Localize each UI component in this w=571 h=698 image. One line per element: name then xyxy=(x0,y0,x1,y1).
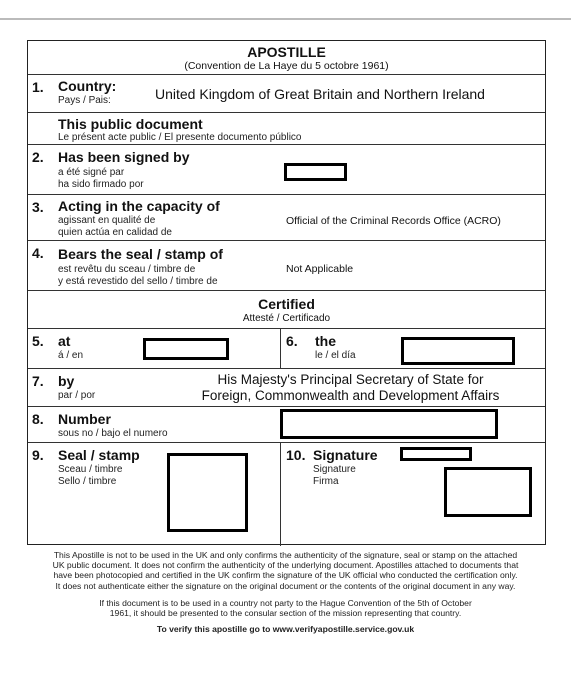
apostille-form xyxy=(27,40,546,545)
field-label: Number xyxy=(58,411,111,427)
field-sublabel: agissant en qualité de xyxy=(58,215,156,226)
field-sublabel: ha sido firmado por xyxy=(58,179,144,190)
disclaimer-line: This Apostille is not to be used in the UK and only confirms the authenticity of the signature, seal or stamp on the attached xyxy=(53,550,518,560)
capacity-value: Official of the Criminal Records Office (ACRO) xyxy=(286,215,501,227)
field-sublabel: á / en xyxy=(58,350,84,361)
field-sublabel: Sceau / timbre xyxy=(58,464,123,475)
row-by xyxy=(28,369,545,407)
row-seal xyxy=(28,241,545,291)
field-number: 7. xyxy=(32,373,44,389)
field-number: 9. xyxy=(32,447,44,463)
field-label: by xyxy=(58,373,75,389)
redaction-box xyxy=(280,409,498,439)
disclaimer-line: have been photocopied and certified in the UK confirm the signature of the UK official who conducted the certification only. xyxy=(53,570,518,581)
column-divider xyxy=(280,329,281,369)
field-number: 5. xyxy=(32,333,44,349)
country-value: United Kingdom of Great Britain and Northern Ireland xyxy=(155,86,485,102)
field-sublabel: quien actúa en calidad de xyxy=(58,227,172,238)
field-number: 1. xyxy=(32,79,44,95)
field-sublabel: par / por xyxy=(58,390,96,401)
page-title: APOSTILLE xyxy=(247,44,326,60)
hague-note-line: 1961, it should be presented to the consular section of the mission representing that country. xyxy=(109,608,462,619)
row-at-the xyxy=(28,329,545,369)
field-label: Has been signed by xyxy=(58,149,190,165)
field-number: 6. xyxy=(286,333,298,349)
field-label: Seal / stamp xyxy=(58,447,140,463)
field-number: 2. xyxy=(32,149,44,165)
disclaimer-line: UK public document. It does not confirm the authenticity of the underlying document. Apostilles attached to documents that xyxy=(52,560,519,571)
field-sublabel: le / el día xyxy=(315,350,356,361)
field-sublabel: Firma xyxy=(313,476,339,487)
field-sublabel: Pays / Pais: xyxy=(58,95,111,106)
certified-sublabel: Attesté / Certificado xyxy=(242,313,331,324)
row-public-document xyxy=(28,113,545,145)
field-number: 10. xyxy=(286,447,306,463)
by-value xyxy=(178,372,523,404)
row-number xyxy=(28,407,545,443)
hague-note xyxy=(20,598,551,618)
certified-label: Certified xyxy=(258,296,315,312)
field-sublabel: a été signé par xyxy=(58,167,125,178)
field-label: Country: xyxy=(58,78,117,94)
column-divider xyxy=(280,443,281,546)
disclaimer-paragraph xyxy=(20,550,551,591)
scan-top-edge xyxy=(0,18,571,20)
field-number: 4. xyxy=(32,245,44,261)
field-number: 3. xyxy=(32,199,44,215)
convention-subtitle: (Convention de La Haye du 5 octobre 1961) xyxy=(184,60,389,72)
verify-url: To verify this apostille go to www.verifyapostille.service.gov.uk xyxy=(156,624,415,634)
by-value-line2: Foreign, Commonwealth and Development Affairs xyxy=(201,388,500,403)
row-country xyxy=(28,75,545,113)
field-label: at xyxy=(58,333,71,349)
field-sublabel: sous no / bajo el numero xyxy=(58,428,168,439)
row-capacity xyxy=(28,195,545,241)
hague-note-line: If this document is to be used in a country not party to the Hague Convention of the 5th of October xyxy=(99,598,472,608)
header-row xyxy=(28,41,545,75)
redaction-box xyxy=(444,467,532,517)
redaction-box xyxy=(143,338,229,360)
field-label: This public document xyxy=(58,116,203,132)
disclaimer-line: It does not authenticate either the signature on the original document or the contents of the original document in any way. xyxy=(55,580,516,591)
row-seal-signature xyxy=(28,443,545,546)
seal-value: Not Applicable xyxy=(286,263,354,275)
field-sublabel: est revêtu du sceau / timbre de xyxy=(58,264,196,275)
redaction-box xyxy=(400,447,472,461)
field-label: the xyxy=(315,333,336,349)
field-sublabel: Le présent acte public / El presente documento público xyxy=(58,132,302,143)
field-label: Acting in the capacity of xyxy=(58,198,220,214)
field-label: Signature xyxy=(313,447,378,463)
field-label: Bears the seal / stamp of xyxy=(58,246,223,262)
redaction-box xyxy=(284,163,347,181)
field-number: 8. xyxy=(32,411,44,427)
field-sublabel: Sello / timbre xyxy=(58,476,117,487)
field-sublabel: y está revestido del sello / timbre de xyxy=(58,276,218,287)
field-sublabel: Signature xyxy=(313,464,356,475)
row-certified xyxy=(28,291,545,329)
redaction-box xyxy=(401,337,515,365)
by-value-line1: His Majesty's Principal Secretary of State for xyxy=(217,372,484,387)
row-signed-by xyxy=(28,145,545,195)
redaction-box xyxy=(167,453,248,532)
